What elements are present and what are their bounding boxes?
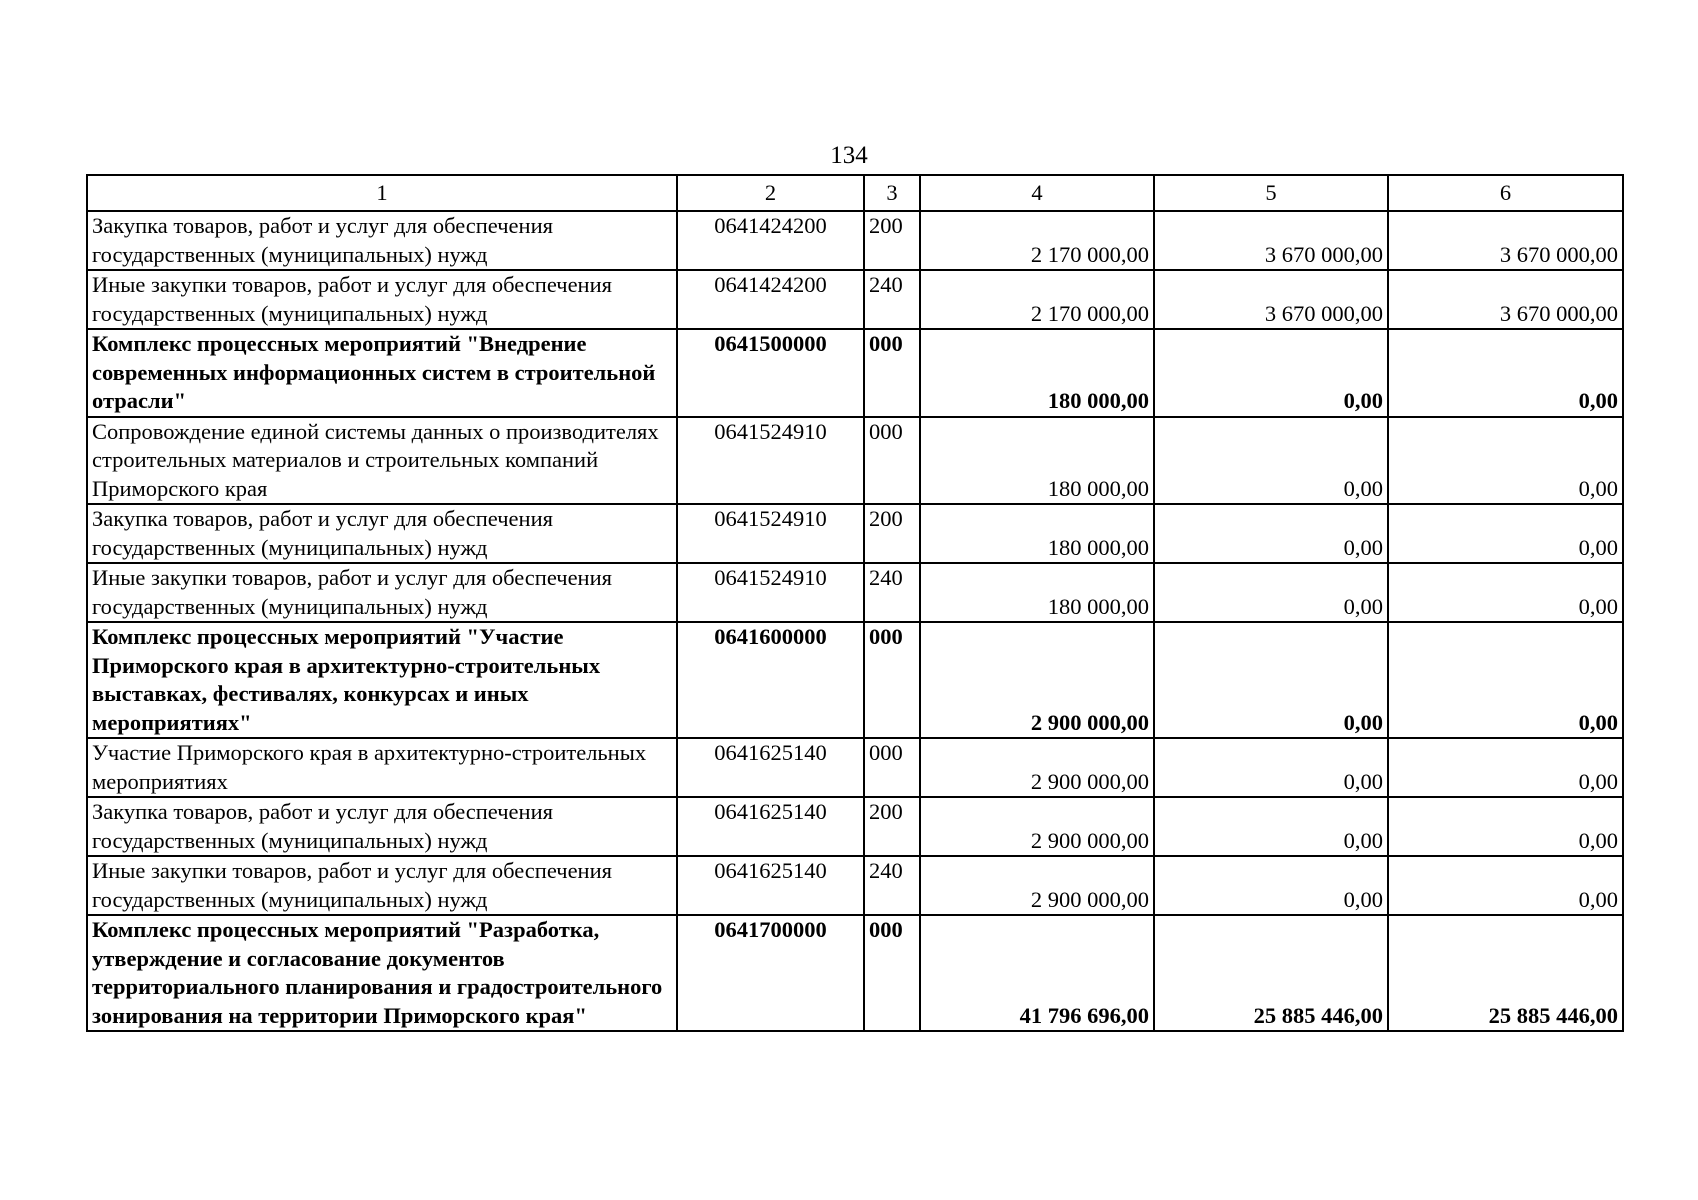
table-row bbox=[87, 856, 1623, 915]
row-code: 0641600000 bbox=[677, 622, 864, 738]
row-amount-col5: 0,00 bbox=[1154, 504, 1388, 563]
table-row bbox=[87, 622, 1623, 738]
row-amount-col4: 180 000,00 bbox=[920, 329, 1154, 417]
row-name: Иные закупки товаров, работ и услуг для обеспечения государственных (муниципальных) нужд bbox=[87, 270, 677, 329]
header-col-6: 6 bbox=[1388, 175, 1623, 211]
row-amount-col6: 0,00 bbox=[1388, 856, 1623, 915]
row-amount-col4: 2 900 000,00 bbox=[920, 622, 1154, 738]
row-code: 0641524910 bbox=[677, 563, 864, 622]
page-number: 134 bbox=[830, 142, 868, 169]
row-amount-col6: 0,00 bbox=[1388, 504, 1623, 563]
row-expense-type: 240 bbox=[864, 563, 920, 622]
row-code: 0641424200 bbox=[677, 211, 864, 270]
row-amount-col5: 3 670 000,00 bbox=[1154, 270, 1388, 329]
row-name: Иные закупки товаров, работ и услуг для обеспечения государственных (муниципальных) нужд bbox=[87, 856, 677, 915]
row-amount-col5: 0,00 bbox=[1154, 738, 1388, 797]
row-expense-type: 000 bbox=[864, 622, 920, 738]
row-name: Сопровождение единой системы данных о производителях строительных материалов и строительных компаний Приморского края bbox=[87, 417, 677, 505]
row-expense-type: 200 bbox=[864, 797, 920, 856]
row-name: Закупка товаров, работ и услуг для обеспечения государственных (муниципальных) нужд bbox=[87, 797, 677, 856]
row-name: Комплекс процессных мероприятий "Участие Приморского края в архитектурно-строительных выставках, фестивалях, конкурсах и иных мероприятиях" bbox=[87, 622, 677, 738]
row-code: 0641524910 bbox=[677, 417, 864, 505]
row-amount-col5: 0,00 bbox=[1154, 417, 1388, 505]
row-amount-col4: 2 900 000,00 bbox=[920, 797, 1154, 856]
row-amount-col6: 0,00 bbox=[1388, 563, 1623, 622]
row-amount-col4: 2 170 000,00 bbox=[920, 270, 1154, 329]
row-amount-col5: 0,00 bbox=[1154, 856, 1388, 915]
row-expense-type: 000 bbox=[864, 417, 920, 505]
row-amount-col5: 0,00 bbox=[1154, 329, 1388, 417]
table-row bbox=[87, 417, 1623, 505]
row-expense-type: 240 bbox=[864, 856, 920, 915]
row-expense-type: 240 bbox=[864, 270, 920, 329]
table-row bbox=[87, 211, 1623, 270]
row-amount-col5: 0,00 bbox=[1154, 622, 1388, 738]
row-amount-col6: 25 885 446,00 bbox=[1388, 915, 1623, 1031]
row-amount-col6: 0,00 bbox=[1388, 329, 1623, 417]
row-code: 0641625140 bbox=[677, 797, 864, 856]
header-col-4: 4 bbox=[920, 175, 1154, 211]
header-row bbox=[87, 175, 1623, 211]
row-code: 0641500000 bbox=[677, 329, 864, 417]
row-name: Комплекс процессных мероприятий "Внедрение современных информационных систем в строительной отрасли" bbox=[87, 329, 677, 417]
row-expense-type: 200 bbox=[864, 504, 920, 563]
row-amount-col6: 3 670 000,00 bbox=[1388, 270, 1623, 329]
budget-table bbox=[86, 174, 1624, 1032]
row-name: Закупка товаров, работ и услуг для обеспечения государственных (муниципальных) нужд bbox=[87, 504, 677, 563]
row-amount-col4: 41 796 696,00 bbox=[920, 915, 1154, 1031]
header-col-3: 3 bbox=[864, 175, 920, 211]
row-name: Комплекс процессных мероприятий "Разработка, утверждение и согласование документов территориального планирования и градостроительного зонирования на территории Приморского края" bbox=[87, 915, 677, 1031]
row-amount-col4: 2 170 000,00 bbox=[920, 211, 1154, 270]
row-name: Закупка товаров, работ и услуг для обеспечения государственных (муниципальных) нужд bbox=[87, 211, 677, 270]
row-expense-type: 200 bbox=[864, 211, 920, 270]
table-row bbox=[87, 270, 1623, 329]
table-header bbox=[87, 175, 1623, 211]
header-col-1: 1 bbox=[87, 175, 677, 211]
row-amount-col6: 0,00 bbox=[1388, 797, 1623, 856]
row-name: Иные закупки товаров, работ и услуг для обеспечения государственных (муниципальных) нужд bbox=[87, 563, 677, 622]
row-amount-col6: 0,00 bbox=[1388, 738, 1623, 797]
row-code: 0641625140 bbox=[677, 856, 864, 915]
row-amount-col5: 25 885 446,00 bbox=[1154, 915, 1388, 1031]
row-amount-col4: 2 900 000,00 bbox=[920, 738, 1154, 797]
row-amount-col4: 180 000,00 bbox=[920, 563, 1154, 622]
row-amount-col6: 0,00 bbox=[1388, 622, 1623, 738]
header-col-5: 5 bbox=[1154, 175, 1388, 211]
row-code: 0641424200 bbox=[677, 270, 864, 329]
row-expense-type: 000 bbox=[864, 329, 920, 417]
row-amount-col5: 0,00 bbox=[1154, 563, 1388, 622]
row-amount-col4: 2 900 000,00 bbox=[920, 856, 1154, 915]
row-code: 0641625140 bbox=[677, 738, 864, 797]
row-amount-col4: 180 000,00 bbox=[920, 417, 1154, 505]
table-row bbox=[87, 563, 1623, 622]
row-expense-type: 000 bbox=[864, 738, 920, 797]
table-row bbox=[87, 915, 1623, 1031]
table-row bbox=[87, 738, 1623, 797]
table-row bbox=[87, 797, 1623, 856]
row-amount-col6: 3 670 000,00 bbox=[1388, 211, 1623, 270]
row-amount-col5: 0,00 bbox=[1154, 797, 1388, 856]
row-code: 0641700000 bbox=[677, 915, 864, 1031]
table-row bbox=[87, 504, 1623, 563]
row-code: 0641524910 bbox=[677, 504, 864, 563]
header-col-2: 2 bbox=[677, 175, 864, 211]
table-body bbox=[87, 211, 1623, 1031]
table-row bbox=[87, 329, 1623, 417]
row-name: Участие Приморского края в архитектурно-строительных мероприятиях bbox=[87, 738, 677, 797]
row-amount-col6: 0,00 bbox=[1388, 417, 1623, 505]
row-amount-col5: 3 670 000,00 bbox=[1154, 211, 1388, 270]
row-expense-type: 000 bbox=[864, 915, 920, 1031]
row-amount-col4: 180 000,00 bbox=[920, 504, 1154, 563]
